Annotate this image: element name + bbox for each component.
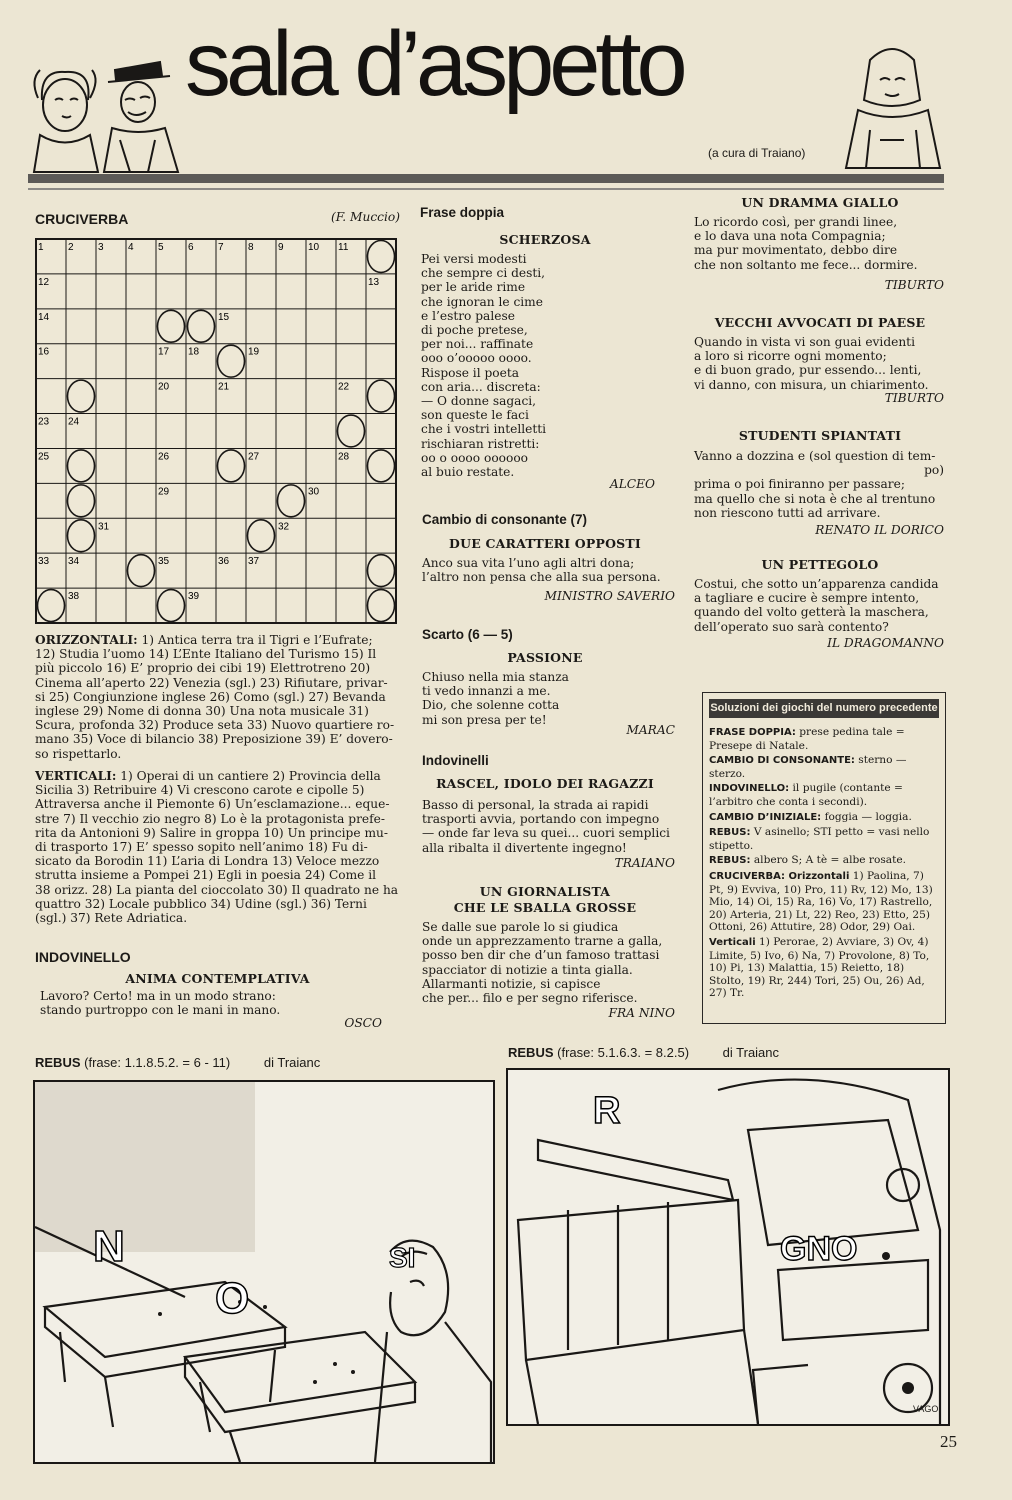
verse-line: al buio restate.	[421, 465, 515, 480]
scarto-heading: Scarto (6 — 5)	[422, 627, 513, 642]
grid-number: 18	[188, 346, 200, 358]
solution-text: 1) Paolina, 7) Pt, 9) Evviva, 10) Pro, 11) Rv, 12) Mo, 13) Mio, 14) Oi, 15) Ra, 16) Vo, 17) Rastrello, 20) Arteria, 21) Lt, 22) Reo, 23) Etto, 25) Ottoni, 26) Attutire, 28) Odor, 29) Oai.	[709, 869, 933, 934]
verse-line: si 25) Congiunzione inglese 26) Como (sgl.) 27) Bevanda	[35, 689, 386, 704]
header-rule	[28, 174, 944, 183]
solution-text: foggia — loggia.	[824, 810, 912, 823]
verticali-clues	[35, 769, 400, 925]
cambio-title: DUE CARATTERI OPPOSTI	[449, 536, 641, 551]
cambio-author: MINISTRO SAVERIO	[544, 589, 675, 603]
solution-text: albero S; A tè = albe rosate.	[753, 854, 906, 867]
verse-line: Vanno a dozzina e (sol question di tem-	[694, 449, 936, 463]
header-rule-thin	[28, 188, 944, 190]
indovinelli-title-2a: UN GIORNALISTA	[479, 884, 611, 899]
grid-number: 36	[218, 556, 230, 568]
grid-number: 2	[68, 242, 74, 253]
verse-line: posso ben dir che d’un famoso trattasi	[422, 948, 660, 963]
verse-line: Se dalle sue parole lo si giudica	[422, 920, 619, 934]
verse-line: ma quello che si nota è che al trentuno	[694, 491, 936, 506]
masthead-left-illustration	[20, 40, 185, 175]
frase-doppia-author: ALCEO	[609, 477, 655, 491]
grid-number: 21	[218, 381, 230, 393]
verse-line: mano 35) Voce di bilancio 38) Preposizione 39) E’ dovero-	[35, 732, 393, 747]
scarto-author: MARAC	[626, 723, 675, 737]
verse-line: oo o oooo oooooo	[421, 450, 529, 465]
clue-line: 1) Operai di un cantiere 2) Provincia della	[120, 769, 381, 783]
indovinelli-author-1: TRAIANO	[614, 856, 675, 870]
verse-line: più piccolo 16) E’ proprio dei cibi 19) Elettrotreno 20)	[35, 661, 371, 676]
verse-line: mi son presa per te!	[422, 712, 547, 727]
verse-line: Sicilia 3) Retribuire 4) Vi crescono carote e cipolle 5)	[35, 783, 365, 798]
grid-number: 4	[128, 242, 134, 253]
grid-number: 25	[38, 451, 50, 463]
verse-line: so rispettarlo.	[35, 746, 122, 761]
solution-entry	[709, 782, 939, 808]
orizzontali-clues	[35, 633, 400, 761]
grid-number: 15	[218, 311, 230, 323]
page-number: 25	[940, 1432, 957, 1451]
indovinelli-heading: Indovinelli	[422, 753, 489, 768]
vecchi-avvocati-author: TIBURTO	[884, 391, 944, 405]
verse-line: Lo ricordo così, per grandi linee,	[694, 215, 898, 229]
verse-line: che ignoran le cime	[421, 294, 543, 309]
grid-number: 34	[68, 556, 80, 568]
verse-line: che non soltanto me fece... dormire.	[694, 257, 918, 272]
verse-line: ooo o’ooooo oooo.	[421, 351, 532, 366]
rebus-1-label: REBUS	[35, 1055, 81, 1070]
verse-line: che i vostri intelletti	[421, 422, 547, 437]
solution-text: sterno — sterzo.	[709, 754, 907, 780]
verse-line: Attraversa anche il Piemonte 6) Un’esclamazione... eque-	[35, 797, 390, 812]
verse-line: Basso di personal, la strada ai rapidi	[422, 798, 649, 812]
verse-line: Lavoro? Certo! ma in un modo strano:	[40, 989, 276, 1003]
grid-number: 20	[158, 381, 170, 393]
indovinello-heading: INDOVINELLO	[35, 949, 131, 965]
grid-number: 1	[38, 242, 44, 253]
indovinelli-author-2: FRA NINO	[608, 1006, 675, 1020]
rebus-2-letters-gno: GNO	[780, 1230, 858, 1268]
verse-line: Pei versi modesti	[421, 252, 527, 266]
rebus-1-letter-si: SI	[389, 1242, 416, 1273]
grid-number: 32	[278, 521, 290, 533]
page-title: sala d’aspetto	[185, 13, 683, 115]
solution-label: CAMBIO DI CONSONANTE:	[709, 755, 855, 767]
verse-line: — onde far leva su quei... cuori semplici	[422, 826, 670, 841]
frase-doppia-heading: Frase doppia	[420, 205, 505, 220]
pettegolo-text	[694, 577, 939, 634]
scarto-text	[422, 670, 569, 727]
grid-number: 6	[188, 242, 194, 253]
indovinelli-title-2b: CHE LE SBALLA GROSSE	[453, 900, 637, 915]
masthead-right-illustration	[840, 40, 945, 170]
grid-number: 19	[248, 346, 260, 358]
grid-number: 28	[338, 451, 350, 463]
solution-label: INDOVINELLO:	[709, 783, 790, 795]
verse-line: inglese 29) Nome di donna 30) Una nota musicale 31)	[35, 704, 369, 719]
verse-line: onde un apprezzamento trarne a galla,	[422, 934, 663, 949]
rebus-2-formula: (frase: 5.1.6.3. = 8.2.5)	[557, 1045, 690, 1060]
solution-text: il pugile (contante = l’arbitro che conta i secondi).	[709, 782, 903, 808]
verse-line: — O donne sagaci,	[421, 394, 537, 409]
frase-doppia-title: SCHERZOSA	[499, 232, 591, 247]
solution-label: REBUS:	[709, 827, 751, 839]
dramma-giallo-author: TIBURTO	[884, 278, 944, 292]
rebus-2-caption	[508, 1045, 779, 1060]
crossword-grid[interactable]	[35, 238, 397, 624]
solutions-body	[703, 724, 945, 1004]
verse-line: son queste le faci	[421, 408, 529, 423]
studenti-text	[694, 449, 944, 520]
verse-line: a loro si ricorre ogni momento;	[694, 349, 887, 364]
verse-line: quattro 32) Locale pubblico 34) Udine (sgl.) 36) Terni	[35, 896, 367, 911]
verse-line: per noi... raffinate	[421, 337, 534, 352]
grid-number: 9	[278, 242, 284, 253]
crossword-author: (F. Muccio)	[330, 210, 400, 224]
verse-line: Rispose il poeta	[421, 365, 519, 380]
billiards-drawing	[35, 1082, 493, 1462]
verse-line: rischiaran ristretti:	[421, 436, 540, 451]
rebus-1-letter-n: N	[93, 1222, 125, 1271]
cambio-heading: Cambio di consonante (7)	[422, 512, 588, 527]
verse-line: e l’estro palese	[421, 308, 515, 323]
verse-line: ti vedo innanzi a me.	[422, 684, 551, 699]
verse-line: alla ribalta il divertente ingegno!	[422, 840, 627, 855]
vecchi-avvocati-text	[694, 335, 928, 392]
cambio-text	[422, 556, 661, 584]
verse-line: 38 orizz. 28) La pianta del cioccolato 30) Il quadrato ne ha	[35, 882, 399, 897]
rebus-1-credit: di Traianc	[263, 1055, 321, 1070]
verse-line: trasporti avvia, portando con impegno	[422, 812, 660, 827]
grid-number: 10	[308, 242, 320, 253]
rebus-1-formula: (frase: 1.1.8.5.2. = 6 - 11)	[84, 1055, 231, 1070]
verse-line: spacciator di notizie a tinta gialla.	[422, 962, 633, 977]
indovinello-title: ANIMA CONTEMPLATIVA	[125, 971, 310, 986]
grid-number: 7	[218, 242, 224, 253]
dramma-giallo-title: UN DRAMMA GIALLO	[741, 195, 899, 210]
verse-line: stando purtroppo con le mani in mano.	[40, 1003, 281, 1018]
indovinelli-text-2	[422, 920, 662, 1005]
verse-line: Cinema all’aperto 22) Venezia (sgl.) 23) Rifiutare, privar-	[35, 675, 388, 690]
solution-text: 1) Perorae, 2) Avviare, 3) Ov, 4) Limite, 5) Ivo, 6) Na, 7) Provolone, 8) To, 10) Pi, 13) Malattia, 15) Reietto, 18) Stolto, 19) Rr, 244) Tori, 25) Ou, 26) Ad, 27) Tr.	[709, 935, 930, 1000]
verse-line: dell’operato suo sarà contento?	[694, 619, 889, 634]
rebus-2-label: REBUS	[508, 1045, 554, 1060]
rebus-1-caption	[35, 1055, 320, 1070]
grid-number: 31	[98, 521, 110, 533]
rebus-2-credit: di Traianc	[722, 1045, 780, 1060]
verse-line: non riescono tutti ad arrivare.	[694, 505, 881, 520]
solution-label: REBUS:	[709, 855, 751, 867]
indovinelli-title-1: RASCEL, IDOLO DEI RAGAZZI	[436, 776, 654, 791]
verse-line: stre 7) Il vecchio zio negro 8) Lo è la protagonista prefe-	[35, 811, 385, 826]
studenti-author: RENATO IL DORICO	[815, 523, 944, 537]
vecchi-avvocati-title: VECCHI AVVOCATI DI PAESE	[714, 315, 926, 330]
indovinelli-text-1	[422, 798, 670, 855]
verticali-label: VERTICALI:	[35, 769, 117, 783]
verse-line: con aria... discreta:	[421, 379, 541, 394]
grid-number: 26	[158, 451, 170, 463]
grid-number: 37	[248, 556, 260, 568]
verse-line: Allarmanti notizie, si capisce	[422, 976, 601, 991]
pettegolo-author: IL DRAGOMANNO	[827, 636, 944, 650]
solutions-box	[702, 692, 946, 1024]
pettegolo-title: UN PETTEGOLO	[761, 557, 879, 572]
verse-line: Anco sua vita l’uno agli altri dona;	[422, 556, 635, 570]
verse-line: vi danno, con misura, un chiarimento.	[694, 377, 929, 392]
verse-line: che sempre ci desti,	[421, 266, 546, 281]
grid-number: 5	[158, 242, 164, 253]
frase-doppia-text	[421, 252, 546, 479]
verse-line: po)	[924, 463, 944, 478]
solution-entry	[709, 811, 939, 825]
solution-text: prese pedina tale = Presepe di Natale.	[709, 726, 905, 752]
grid-number: 39	[188, 591, 200, 603]
grid-number: 3	[98, 242, 104, 253]
indovinello-author: OSCO	[344, 1016, 382, 1030]
orizzontali-label: ORIZZONTALI:	[35, 633, 138, 647]
verse-line: che per... filo e per segno riferisce.	[422, 991, 638, 1006]
verse-line: e di buon grado, pur essendo... lenti,	[694, 363, 922, 378]
grid-number: 35	[158, 556, 170, 568]
solution-entry	[709, 870, 939, 934]
grid-number: 29	[158, 486, 170, 498]
grid-number: 33	[38, 556, 50, 568]
verse-line: e lo dava una nota Compagnia;	[694, 229, 886, 244]
grid-number: 13	[368, 276, 380, 288]
solution-label: FRASE DOPPIA:	[709, 727, 796, 738]
verse-line: Scura, profonda 32) Produce seta 33) Nuovo quartiere ro-	[35, 718, 395, 733]
grid-number: 38	[68, 591, 80, 603]
grid-number: 8	[248, 242, 254, 253]
verse-line: prima o poi finiranno per passare;	[694, 477, 905, 492]
verse-line: per le aride rime	[421, 280, 526, 295]
solution-entry	[709, 826, 939, 852]
verse-line: l’altro non pensa che alla sua persona.	[422, 570, 661, 585]
verse-line: Costui, che sotto un’apparenza candida	[694, 577, 939, 591]
verse-line: ma pur movimentato, debbo dire	[694, 243, 898, 258]
verse-line: strutta insieme a Pompei 21) Egli in poesia 24) Come il	[35, 868, 377, 883]
verse-line: quando del volto getterà la maschera,	[694, 605, 929, 620]
grid-number: 17	[158, 346, 170, 358]
curator-credit: (a cura di Traiano)	[708, 146, 806, 160]
verse-line: rita da Antonioni 9) Salire in groppa 10) Un principe mu-	[35, 825, 388, 840]
solution-label: CAMBIO D’INIZIALE:	[709, 811, 822, 823]
grid-number: 22	[338, 381, 350, 393]
verse-line: Chiuso nella mia stanza	[422, 670, 569, 684]
grid-number: 27	[248, 451, 260, 463]
rebus-2-signature: VAGO	[913, 1404, 939, 1414]
verse-line: sicato da Borodin 11) L’aria di Londra 13) Veloce mezzo	[35, 854, 380, 869]
clue-line: 1) Antica terra tra il Tigri e l’Eufrate;	[141, 633, 373, 647]
verse-line: di trasporto 17) E’ spesso sopito nell’animo 18) Fu di-	[35, 840, 368, 855]
scarto-title: PASSIONE	[507, 650, 583, 665]
solutions-heading: Soluzioni dei giochi del numero precedente	[709, 699, 939, 718]
dramma-giallo-text	[694, 215, 918, 272]
rebus-1-letter-o: O	[215, 1274, 250, 1323]
solution-entry	[709, 754, 939, 780]
studenti-title: STUDENTI SPIANTATI	[738, 428, 902, 443]
crossword-heading: CRUCIVERBA	[35, 211, 129, 227]
solution-label: Verticali	[709, 936, 756, 948]
solution-label: CRUCIVERBA: Orizzontali	[709, 870, 850, 882]
solution-entry	[709, 854, 939, 868]
grid-number: 14	[38, 311, 50, 323]
verse-line: a tagliare e cucire è sempre intento,	[694, 591, 920, 606]
indovinello-text	[40, 989, 280, 1017]
solution-entry	[709, 936, 939, 1000]
verse-line: Dio, che solenne cotta	[422, 698, 560, 713]
solution-text: V asinello; STI petto = vasi nello stipetto.	[709, 826, 930, 852]
grid-number: 11	[338, 242, 349, 253]
verse-line: (sgl.) 37) Rete Adriatica.	[35, 911, 188, 926]
verse-line: di poche pretese,	[421, 323, 528, 338]
grid-number: 12	[38, 276, 50, 288]
solution-entry	[709, 726, 939, 752]
grid-number: 24	[68, 416, 80, 428]
grid-number: 30	[308, 486, 320, 498]
verse-line: Quando in vista vi son guai evidenti	[694, 335, 915, 349]
grid-number: 23	[38, 416, 50, 428]
rebus-2-letter-r: R	[593, 1090, 621, 1132]
verse-line: 12) Studia l’uomo 14) L’Ente Italiano del Turismo 15) Il	[35, 647, 377, 662]
rebus-2-illustration	[506, 1068, 950, 1426]
rebus-1-illustration	[33, 1080, 495, 1464]
grid-number: 16	[38, 346, 50, 358]
truck-drawing	[508, 1070, 948, 1424]
